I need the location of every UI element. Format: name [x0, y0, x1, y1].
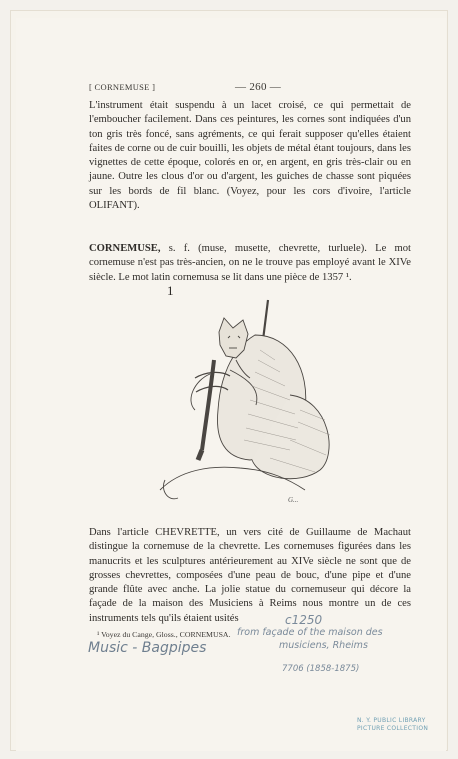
figure-number: 1 [167, 283, 174, 298]
library-stamp [357, 717, 428, 733]
pencil-date: c1250 [285, 613, 323, 627]
paragraph-1: L'instrument était suspendu à un lacet croisé, ce qui permettait de l'emboucher facilement. Dans ces peintures, les cornes sont indiquées d'un ton gris très foncé, sans agréments, ce qui ferait supposer qu'elles étaient faites de corne ou de cuir bouilli, les objets de métal étant toujours, dans les vignettes de cette époque, colorés en or, en argent, en gris très-clair ou en jaune. Outre les clous d'or ou d'argent, les guiches de chasse sont piquées sur les bords de fil blanc. (Voyez, pour les cors d'ivoire, l'article OLIFANT). [89, 100, 411, 212]
paragraph-2 [89, 242, 411, 285]
stamp-line-1: N. Y. PUBLIC LIBRARY [357, 717, 426, 724]
paragraph-3: Dans l'article CHEVRETTE, un vers cité de Guillaume de Machaut distingue la cornemuse de la chevrette. Les cornemuses figurées dans les manucrits et les sculptures antérieurement au XIVe siècle ne sont que de grosses chevrettes, composées d'une peau de bouc, d'une pipe et d'une grande flûte avec anche. La jolie statue du cornemuseur qui décore la façade de la maison des Musiciens à Reims nous montre un de ces instruments tels qu'ils étaient usités [89, 527, 411, 624]
pencil-reference: 7706 (1858-1875) [282, 664, 360, 674]
bagpipe-player-engraving [140, 290, 340, 514]
pencil-subject: Music - Bagpipes [88, 640, 207, 656]
pencil-note-1: from façade of the maison des [237, 627, 383, 638]
stamp-line-2: PICTURE COLLECTION [357, 725, 429, 732]
section-label: [ CORNEMUSE ] [89, 82, 156, 92]
engraver-signature: G... [288, 496, 299, 504]
pencil-note-2: musiciens, Rheims [279, 640, 368, 651]
entry-body: s. f. (muse, musette, chevrette, turluele). Le mot cornemuse n'est pas très-ancien, on ne le trouve pas employé avant le XIVe siècle. Le mot latin cornemusa se lit dans une pièce de 1357 ¹. [89, 243, 411, 283]
entry-headword: CORNEMUSE, [89, 243, 161, 254]
page-number: — 260 — [235, 81, 282, 93]
footnote: ¹ Voyez du Cange, Gloss., CORNEMUSA. [97, 630, 231, 639]
